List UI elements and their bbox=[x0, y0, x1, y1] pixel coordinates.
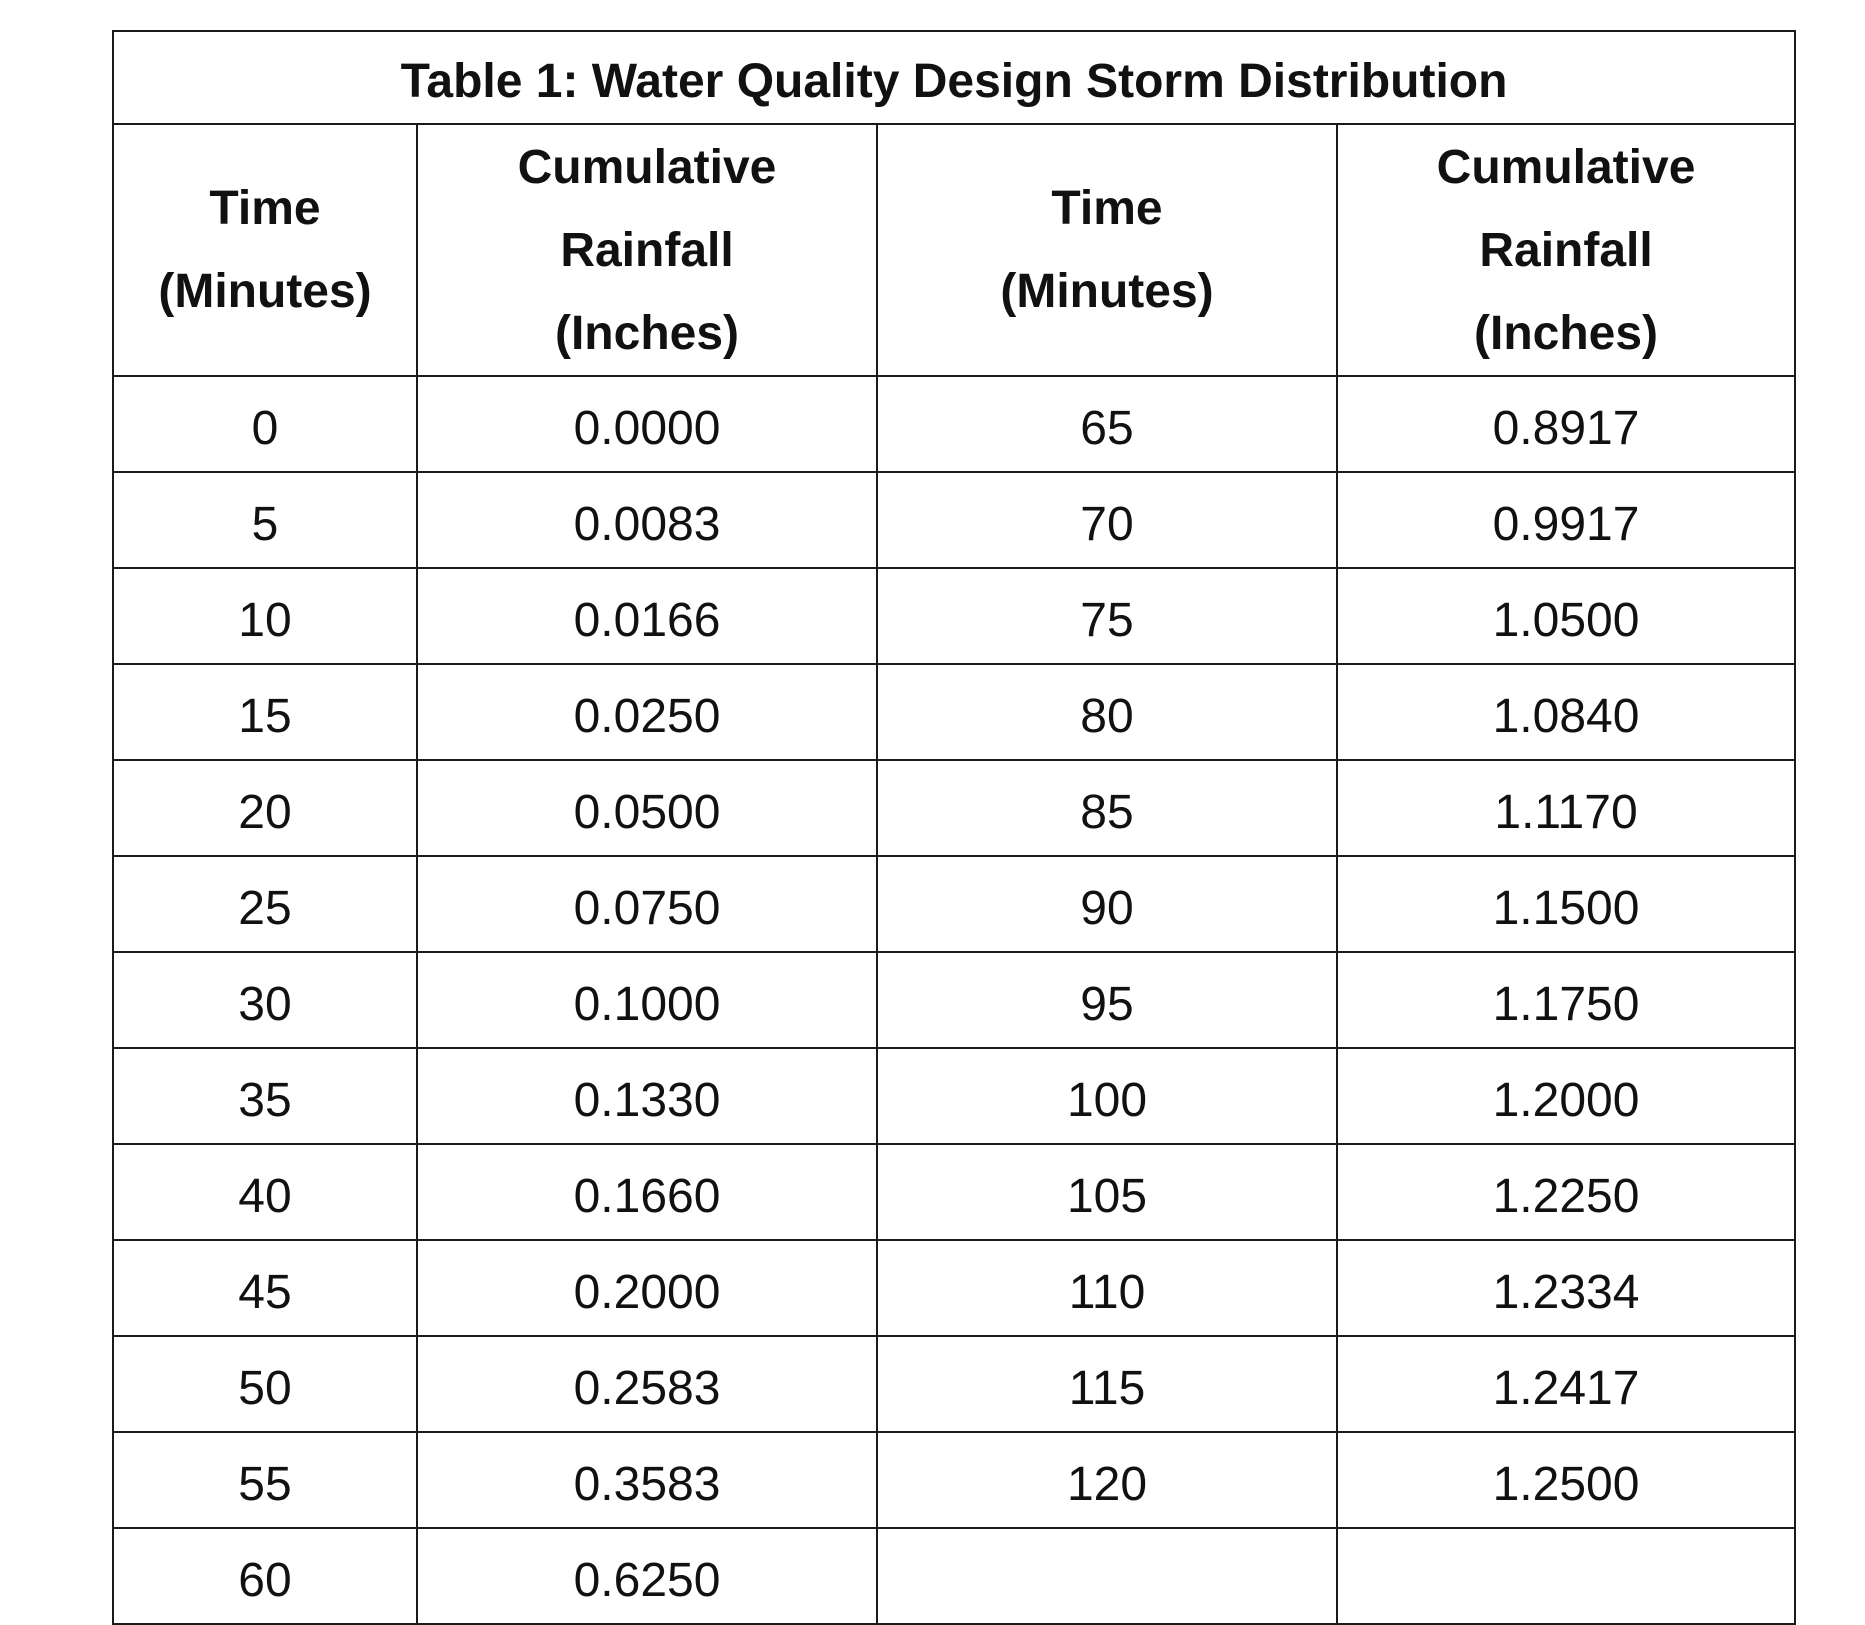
cumulative-rainfall-cell: 1.2334 bbox=[1337, 1240, 1795, 1336]
time-minutes-cell: 5 bbox=[113, 472, 417, 568]
table-caption: Table 1: Water Quality Design Storm Distribution bbox=[113, 31, 1795, 124]
header-line: Cumulative bbox=[1436, 140, 1696, 194]
time-minutes-cell: 75 bbox=[877, 568, 1337, 664]
time-minutes-cell: 30 bbox=[113, 952, 417, 1048]
time-minutes-cell: 45 bbox=[113, 1240, 417, 1336]
table-row bbox=[113, 376, 1795, 472]
time-minutes-cell: 50 bbox=[113, 1336, 417, 1432]
header-line: Time bbox=[209, 182, 321, 235]
cumulative-rainfall-cell: 1.0840 bbox=[1337, 664, 1795, 760]
time-minutes-cell: 95 bbox=[877, 952, 1337, 1048]
time-minutes-cell: 110 bbox=[877, 1240, 1337, 1336]
header-rainfall-1 bbox=[417, 124, 877, 376]
time-minutes-cell: 55 bbox=[113, 1432, 417, 1528]
cumulative-rainfall-cell: 1.2000 bbox=[1337, 1048, 1795, 1144]
header-line: Rainfall bbox=[1479, 223, 1653, 277]
header-line: Time bbox=[1051, 182, 1163, 235]
time-minutes-cell: 25 bbox=[113, 856, 417, 952]
cumulative-rainfall-cell: 0.0166 bbox=[417, 568, 877, 664]
header-row bbox=[113, 124, 1795, 376]
table-row bbox=[113, 1144, 1795, 1240]
time-minutes-cell: 20 bbox=[113, 760, 417, 856]
cumulative-rainfall-cell: 0.2583 bbox=[417, 1336, 877, 1432]
header-line: (Inches) bbox=[554, 306, 740, 360]
time-minutes-cell: 80 bbox=[877, 664, 1337, 760]
header-line: (Inches) bbox=[1474, 306, 1659, 360]
time-minutes-cell: 60 bbox=[113, 1528, 417, 1624]
table-row bbox=[113, 1048, 1795, 1144]
time-minutes-cell: 90 bbox=[877, 856, 1337, 952]
cumulative-rainfall-cell: 0.1000 bbox=[417, 952, 877, 1048]
cumulative-rainfall-cell: 1.1750 bbox=[1337, 952, 1795, 1048]
cumulative-rainfall-cell: 1.0500 bbox=[1337, 568, 1795, 664]
time-minutes-cell: 0 bbox=[113, 376, 417, 472]
header-time-2 bbox=[877, 124, 1337, 376]
time-minutes-cell: 65 bbox=[877, 376, 1337, 472]
time-minutes-cell: 115 bbox=[877, 1336, 1337, 1432]
cumulative-rainfall-cell: 0.1660 bbox=[417, 1144, 877, 1240]
header-line: Rainfall bbox=[560, 223, 734, 277]
cumulative-rainfall-cell: 0.9917 bbox=[1337, 472, 1795, 568]
header-rainfall-2 bbox=[1337, 124, 1795, 376]
time-minutes-cell: 120 bbox=[877, 1432, 1337, 1528]
table-row bbox=[113, 568, 1795, 664]
header-line: (Minutes) bbox=[1000, 265, 1214, 318]
cumulative-rainfall-cell: 0.0250 bbox=[417, 664, 877, 760]
cumulative-rainfall-cell: 0.0000 bbox=[417, 376, 877, 472]
cumulative-rainfall-cell: 0.0750 bbox=[417, 856, 877, 952]
cumulative-rainfall-cell: 1.1170 bbox=[1337, 760, 1795, 856]
time-minutes-cell: 15 bbox=[113, 664, 417, 760]
cumulative-rainfall-cell: 0.1330 bbox=[417, 1048, 877, 1144]
cumulative-rainfall-cell: 1.2417 bbox=[1337, 1336, 1795, 1432]
time-minutes-cell: 100 bbox=[877, 1048, 1337, 1144]
table-row bbox=[113, 760, 1795, 856]
cumulative-rainfall-cell: 0.0500 bbox=[417, 760, 877, 856]
table-row bbox=[113, 1528, 1795, 1624]
time-minutes-cell: 105 bbox=[877, 1144, 1337, 1240]
header-time-1 bbox=[113, 124, 417, 376]
table-row bbox=[113, 952, 1795, 1048]
caption-row bbox=[113, 31, 1795, 124]
cumulative-rainfall-cell: 0.8917 bbox=[1337, 376, 1795, 472]
cumulative-rainfall-cell: 0.2000 bbox=[417, 1240, 877, 1336]
table-row bbox=[113, 1336, 1795, 1432]
cumulative-rainfall-cell: 0.6250 bbox=[417, 1528, 877, 1624]
table-row bbox=[113, 1240, 1795, 1336]
time-minutes-cell: 35 bbox=[113, 1048, 417, 1144]
cumulative-rainfall-cell: 0.3583 bbox=[417, 1432, 877, 1528]
cumulative-rainfall-cell: 1.2500 bbox=[1337, 1432, 1795, 1528]
time-minutes-cell bbox=[877, 1528, 1337, 1624]
header-line: Cumulative bbox=[517, 140, 777, 194]
time-minutes-cell: 70 bbox=[877, 472, 1337, 568]
time-minutes-cell: 40 bbox=[113, 1144, 417, 1240]
table-row bbox=[113, 472, 1795, 568]
cumulative-rainfall-cell: 1.1500 bbox=[1337, 856, 1795, 952]
storm-distribution-table bbox=[112, 30, 1796, 1625]
header-line: (Minutes) bbox=[158, 265, 372, 318]
table-row bbox=[113, 856, 1795, 952]
time-minutes-cell: 10 bbox=[113, 568, 417, 664]
table-body bbox=[113, 31, 1795, 1624]
cumulative-rainfall-cell bbox=[1337, 1528, 1795, 1624]
time-minutes-cell: 85 bbox=[877, 760, 1337, 856]
cumulative-rainfall-cell: 1.2250 bbox=[1337, 1144, 1795, 1240]
cumulative-rainfall-cell: 0.0083 bbox=[417, 472, 877, 568]
table-row bbox=[113, 664, 1795, 760]
